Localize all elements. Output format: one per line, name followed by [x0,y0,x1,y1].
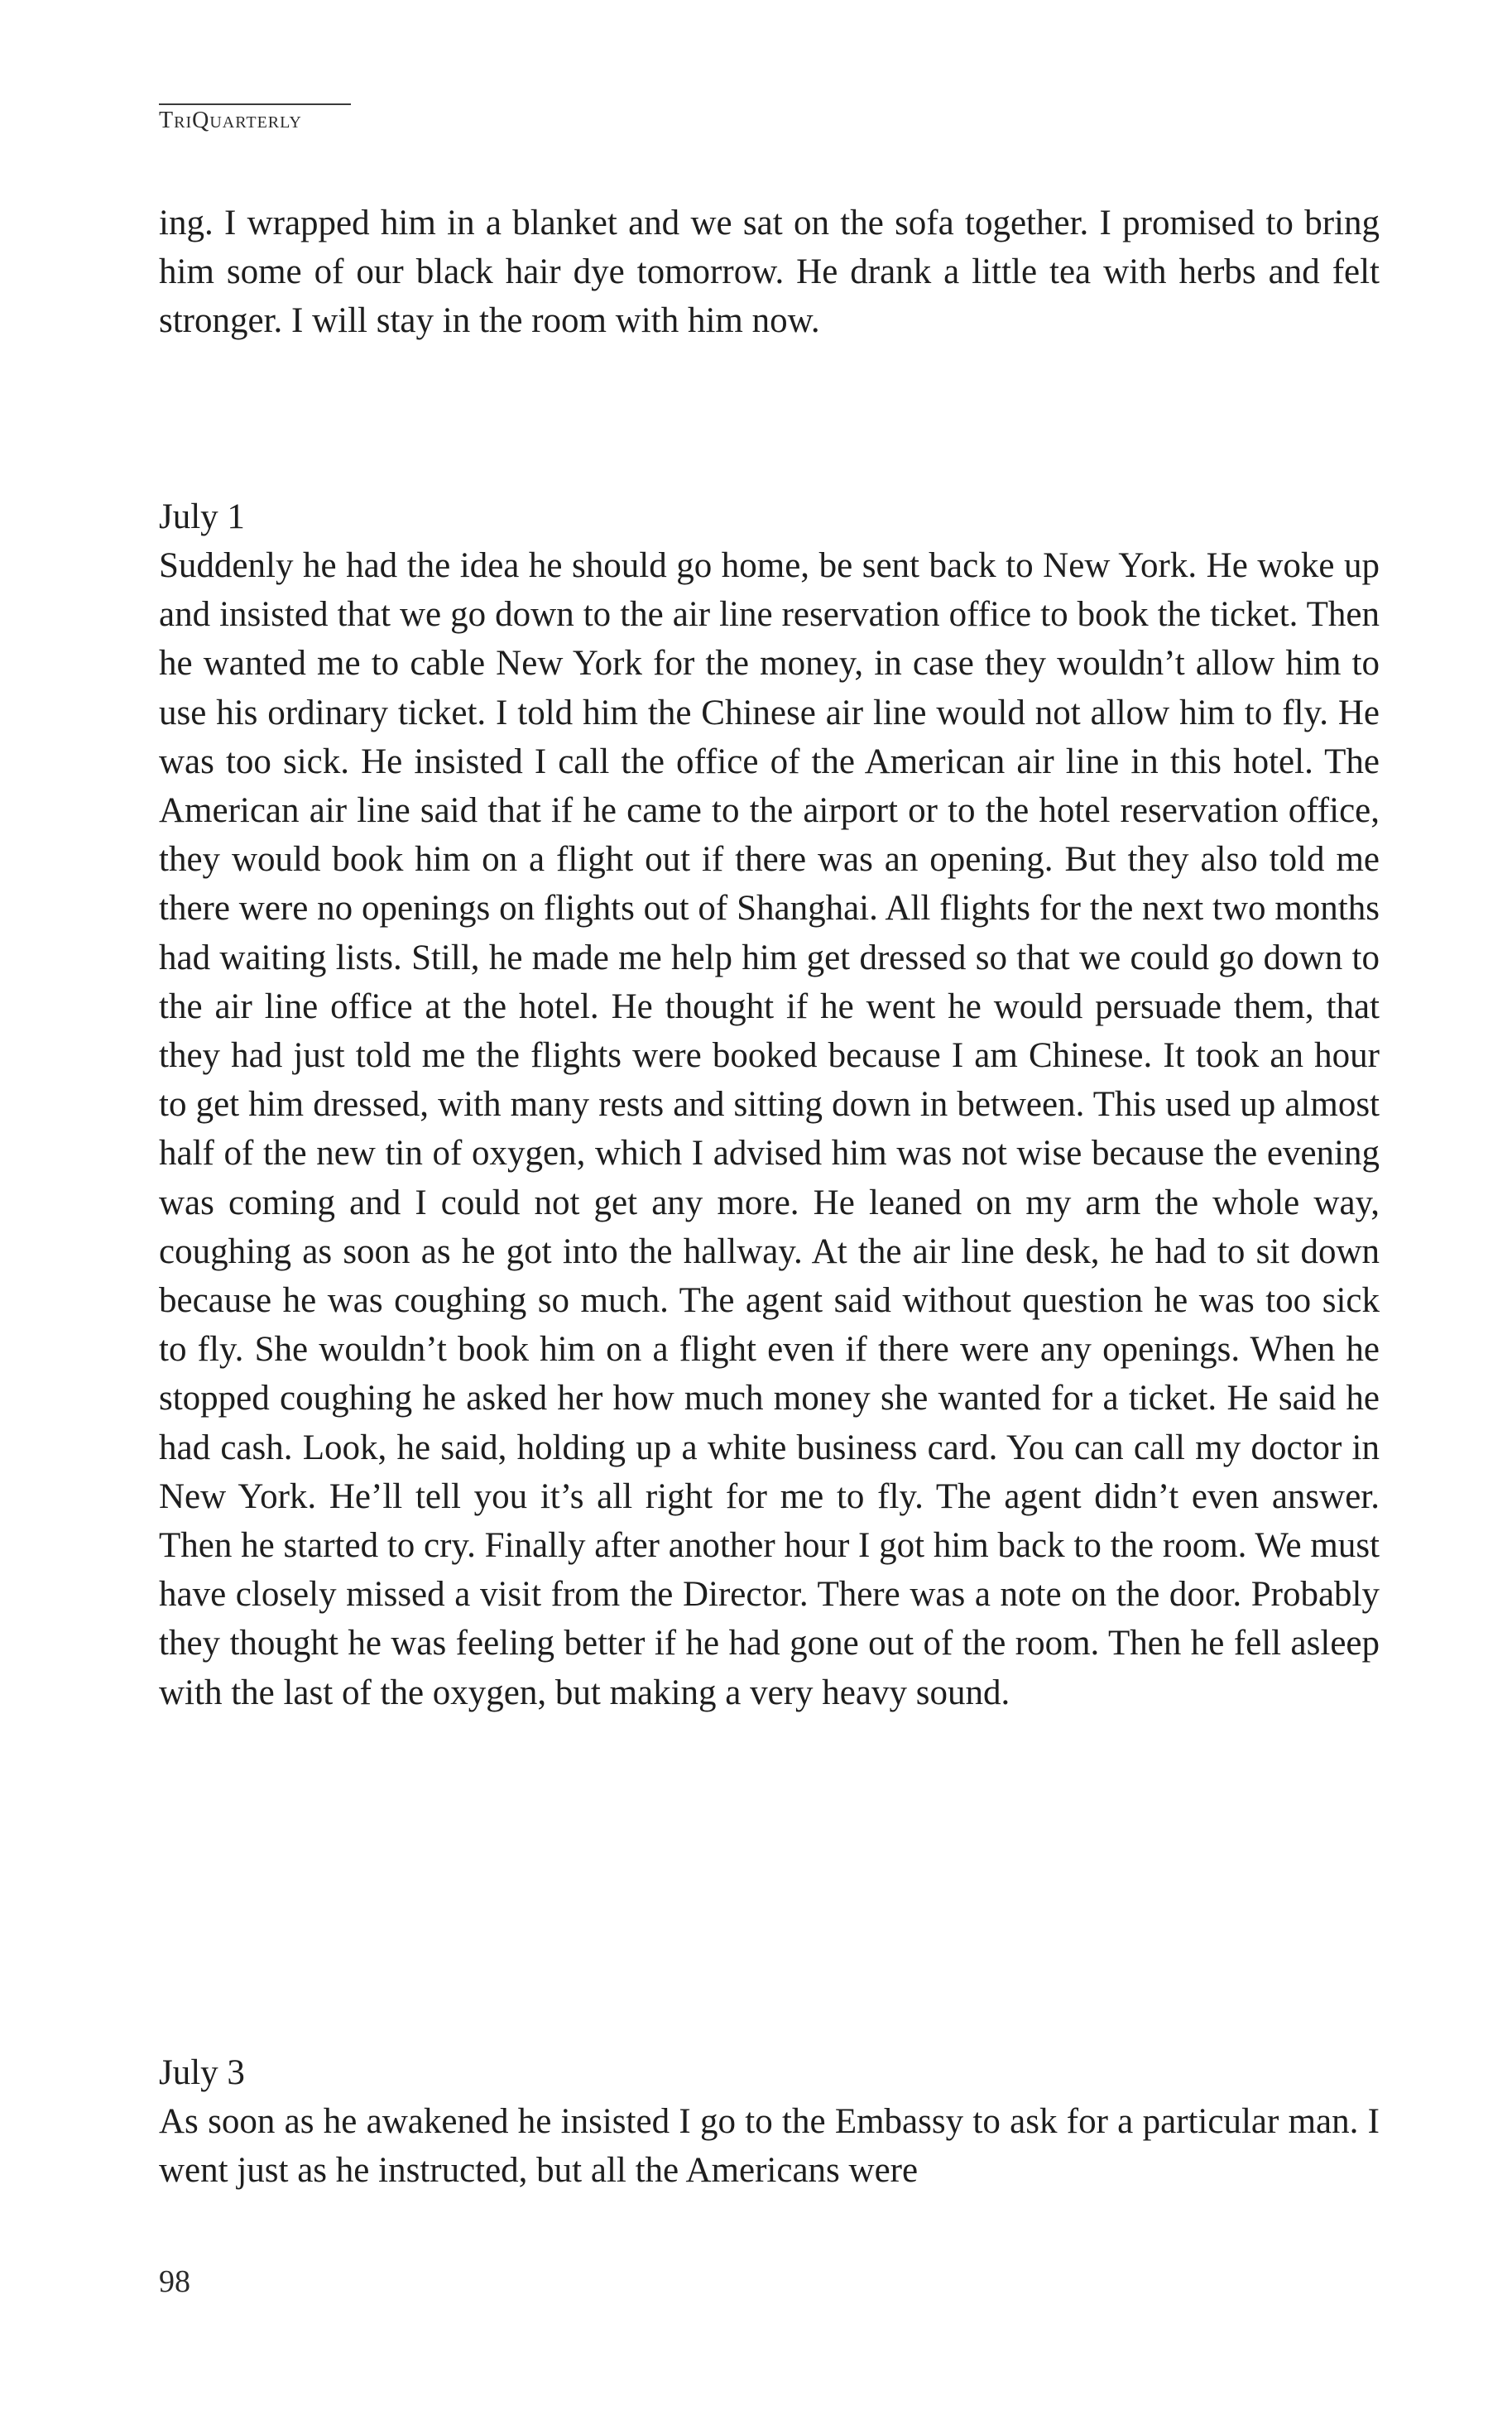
entry-date-july-3: July 3 [159,2053,245,2092]
paragraph-text: As soon as he awakened he insisted I go to the Embassy to ask for a particular man. I went just as he instructed, but all the Americans were [159,2102,1380,2191]
entry-text-july-1 [159,541,1380,1717]
header-rule [159,103,351,105]
paragraph-text: Suddenly he had the idea he should go home, be sent back to New York. He woke up and insisted that we go down to the air line reservation office to book the ticket. Then he wanted me to cable New York for the money, in case they wouldn’t allow him to use his ordinary ticket. I told him the Chinese air line would not allow him to fly. He was too sick. He insisted I call the office of the American air line in this hotel. The American air line said that if he came to the airport or to the hotel reservation office, they would book him on a flight out if there was an opening. But they also told me there were no openings on flights out of Shanghai. All flights for the next two months had waiting lists. Still, he made me help him get dressed so that we could go down to the air line office at the hotel. He thought if he went he would persuade them, that they had just told me the flights were booked because I am Chinese. It took an hour to get him dressed, with many rests and sitting down in between. This used up almost half of the new tin of oxygen, which I advised him was not wise because the evening was coming and I could not get any more. He leaned on my arm the whole way, coughing as soon as he got into the hallway. At the air line desk, he had to sit down because he was coughing so much. The agent said without question he was too sick to fly. She wouldn’t book him on a flight even if there were any openings. When he stopped coughing he asked her how much money she wanted for a ticket. He said he had cash. Look, he said, holding up a white business card. You can call my doctor in New York. He’ll tell you it’s all right for me to fly. The agent didn’t even answer. Then he started to cry. Finally after another hour I got him back to the room. We must have closely missed a visit from the Director. There was a note on the door. Probably they thought he was feeling better if he had gone out of the room. Then he fell asleep with the last of the oxygen, but making a very heavy sound. [159,546,1380,1712]
opening-paragraph [159,199,1380,346]
entry-date-july-1: July 1 [159,497,245,536]
page-number: 98 [159,2264,190,2299]
entry-text-july-3 [159,2097,1380,2195]
paragraph-text: ing. I wrapped him in a blanket and we sat on the sofa together. I promised to bring him some of our black hair dye tomorrow. He drank a little tea with herbs and felt stronger. I will stay in the room with him now. [159,204,1380,341]
running-head: TriQuarterly [159,108,302,133]
